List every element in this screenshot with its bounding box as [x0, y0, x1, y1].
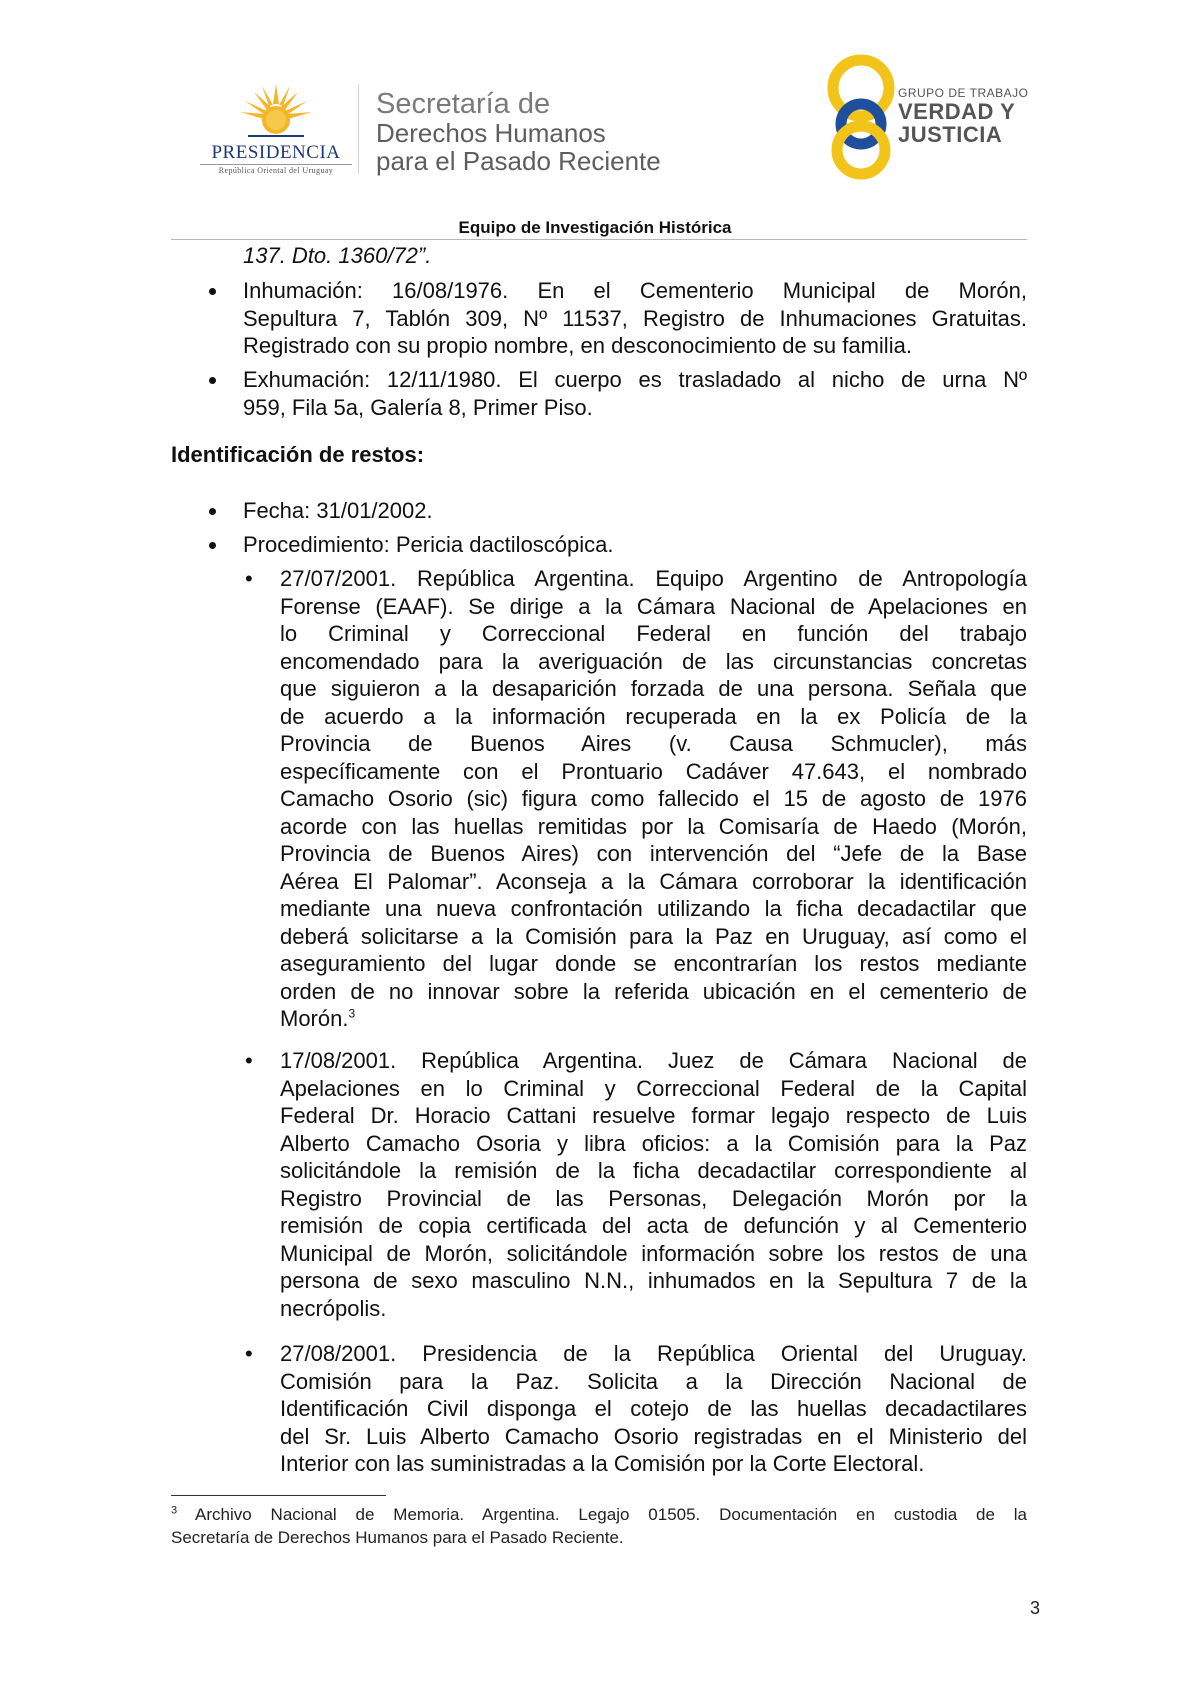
text-line: Aérea El Palomar”. Aconseja a la Cámara corroborar la identificación: [280, 868, 1027, 894]
presidencia-subtitle: República Oriental del Uruguay: [218, 166, 334, 175]
footnote-reference: 3: [348, 1006, 356, 1021]
text-line: [280, 1295, 1027, 1323]
footnote-marker: 3: [171, 1504, 178, 1517]
inhumacion-line-2: Sepultura 7, Tablón 309, Nº 11537, Registro de Inhumaciones Gratuitas.: [243, 305, 1027, 331]
text-line: Comisión para la Paz. Solicita a la Dirección Nacional de: [280, 1368, 1027, 1394]
exhumacion-line-2: 959, Fila 5a, Galería 8, Primer Piso.: [243, 394, 593, 420]
text-line: aseguramiento del lugar donde se encontrarían los restos mediante: [280, 951, 1027, 976]
text-line: Camacho Osorio (sic) figura como fallecido el 15 de agosto de 1976: [280, 786, 1027, 811]
sub-item-text: [280, 565, 1027, 1033]
header-rule: [171, 239, 1027, 240]
text-line: acorde con las huellas remitidas por la Comisaría de Haedo (Morón,: [280, 813, 1027, 839]
presidencia-rule: [200, 164, 352, 165]
text-line: remisión de copia certificada del acta de defunción y al Cementerio: [280, 1213, 1027, 1238]
section-heading: Identificación de restos:: [171, 442, 425, 467]
text-line: Apelaciones en lo Criminal y Correccional Federal de la Capital: [280, 1075, 1027, 1101]
text-line: Federal Dr. Horacio Cattani resuelve formar legajo respecto de Luis: [280, 1103, 1027, 1128]
secretaria-line-1: Secretaría de: [376, 88, 551, 120]
footnote: [171, 1503, 1027, 1549]
inhumacion-line-3: Registrado con su propio nombre, en desconocimiento de su familia.: [243, 333, 912, 358]
text-line: específicamente con el Prontuario Cadáver 47.643, el nombrado: [280, 758, 1027, 784]
grupo-label: GRUPO DE TRABAJO: [898, 86, 1029, 100]
sub-item-text: [280, 1047, 1027, 1322]
bullet-icon: [209, 377, 216, 384]
verdad-label: VERDAD Y: [898, 99, 1016, 124]
page-header: [0, 0, 1190, 240]
text-line: 17/08/2001. República Argentina. Juez de Cámara Nacional de: [280, 1048, 1027, 1073]
footnote-rule: [171, 1495, 386, 1496]
footnote-line-1: Archivo Nacional de Memoria. Argentina. Legajo 01505. Documentación en custodia de la: [195, 1505, 1027, 1524]
bullet-icon: [209, 508, 216, 515]
fecha-text: Fecha: 31/01/2002.: [243, 498, 433, 523]
text-line: Municipal de Morón, solicitándole información sobre los restos de una: [280, 1240, 1027, 1266]
text-line: que siguieron a la desaparición forzada de una persona. Señala que: [280, 676, 1027, 701]
logo-divider: [358, 84, 359, 174]
bullet-icon: [209, 288, 216, 295]
text-line: Provincia de Buenos Aires (v. Causa Schmucler), más: [280, 731, 1027, 756]
text-line: [280, 1005, 1027, 1033]
text-line-content: Interior con las suministradas a la Comisión por la Corte Electoral.: [280, 1451, 925, 1476]
verdad-justicia-logo-text: [898, 86, 1048, 146]
text-line: solicitándole la remisión de la ficha decadactilar correspondiente al: [280, 1158, 1027, 1183]
footnote-line-2: Secretaría de Derechos Humanos para el Pasado Reciente.: [171, 1528, 624, 1547]
text-line: Identificación Civil disponga el cotejo de las huellas decadactilares: [280, 1396, 1027, 1421]
text-line: persona de sexo masculino N.N., inhumados en la Sepultura 7 de la: [280, 1268, 1027, 1293]
text-line-content: Morón.: [280, 1006, 349, 1031]
text-line: lo Criminal y Correccional Federal en función del trabajo: [280, 621, 1027, 646]
justicia-label: JUSTICIA: [898, 122, 1003, 147]
presidencia-label: PRESIDENCIA: [211, 142, 341, 163]
text-line: Alberto Camacho Osoria y libra oficios: a la Comisión para la Paz: [280, 1130, 1027, 1156]
sub-bullet-icon: •: [245, 566, 253, 591]
page-number: 3: [1029, 1598, 1040, 1618]
sub-bullet-icon: •: [245, 1341, 253, 1366]
text-line: orden de no innovar sobre la referida ubicación en el cementerio de: [280, 978, 1027, 1004]
sub-bullet-icon: •: [245, 1048, 253, 1073]
text-line: 27/08/2001. Presidencia de la República Oriental del Uruguay.: [280, 1341, 1027, 1366]
rings-logo-icon: [820, 54, 902, 180]
secretaria-line-2: Derechos Humanos: [376, 118, 606, 148]
text-line: encomendado para la averiguación de las circunstancias concretas: [280, 648, 1027, 674]
secretaria-line-3: para el Pasado Reciente: [376, 146, 661, 176]
text-line: 27/07/2001. República Argentina. Equipo Argentino de Antropología: [280, 566, 1027, 591]
text-line: del Sr. Luis Alberto Camacho Osorio registradas en el Ministerio del: [280, 1423, 1027, 1449]
continued-line: 137. Dto. 1360/72”.: [243, 243, 432, 268]
sub-item-text: [280, 1340, 1027, 1478]
text-line-content: necrópolis.: [280, 1295, 387, 1321]
team-title: Equipo de Investigación Histórica: [458, 218, 732, 237]
secretaria-logo-text: [376, 90, 716, 175]
presidencia-logo: [196, 82, 356, 178]
text-line: Forense (EAAF). Se dirige a la Cámara Nacional de Apelaciones en: [280, 593, 1027, 619]
text-line: Registro Provincial de las Personas, Delegación Morón por la: [280, 1185, 1027, 1211]
inhumacion-line-1: Inhumación: 16/08/1976. En el Cementerio Municipal de Morón,: [243, 278, 1027, 303]
text-line: mediante una nueva confrontación utilizando la ficha decadactilar que: [280, 896, 1027, 921]
text-line: Provincia de Buenos Aires) con intervención del “Jefe de la Base: [280, 841, 1027, 866]
bullet-icon: [209, 542, 216, 549]
sun-emblem-icon: [238, 82, 314, 142]
text-line: de acuerdo a la información recuperada en la ex Policía de la: [280, 703, 1027, 729]
text-line: [280, 1450, 1027, 1478]
text-line: deberá solicitarse a la Comisión para la Paz en Uruguay, así como el: [280, 923, 1027, 949]
procedimiento-text: Procedimiento: Pericia dactiloscópica.: [243, 532, 614, 557]
exhumacion-line-1: Exhumación: 12/11/1980. El cuerpo es trasladado al nicho de urna Nº: [243, 367, 1027, 392]
